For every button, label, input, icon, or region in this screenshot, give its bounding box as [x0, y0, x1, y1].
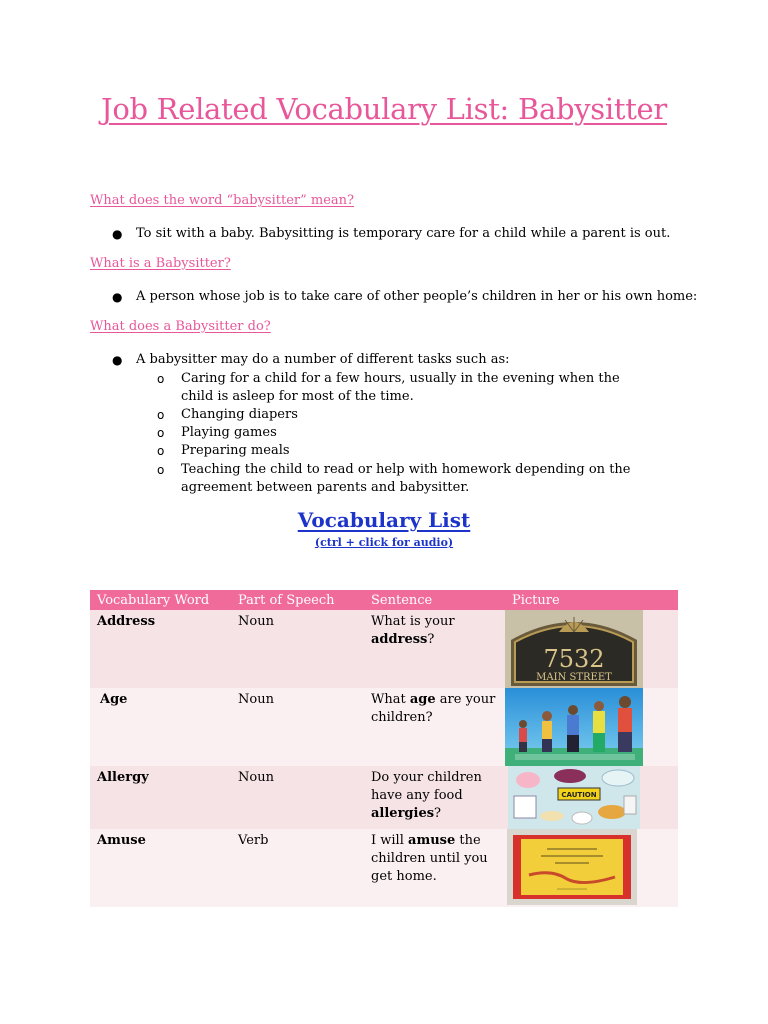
circle-bullet-icon: o	[157, 444, 165, 458]
table-row	[90, 688, 678, 766]
picture-cell	[505, 829, 678, 907]
bullet-icon: ●	[112, 290, 123, 304]
circle-bullet-icon: o	[157, 426, 165, 440]
example-sentence: Do your children have any food allergies?	[364, 766, 505, 829]
vocab-word[interactable]: Amuse	[90, 829, 231, 907]
part-of-speech: Verb	[231, 829, 364, 907]
document-title: Job Related Vocabulary List: Babysitter	[101, 92, 667, 126]
table-row	[90, 610, 678, 688]
table-header-row	[90, 590, 678, 610]
table-row	[90, 829, 678, 907]
example-sentence: I will amuse the children until you get home.	[364, 829, 505, 907]
question-what-do: What does a Babysitter do?	[90, 319, 271, 334]
circle-bullet-icon: o	[157, 372, 165, 386]
column-header-picture: Picture	[505, 590, 678, 610]
children-ages-image	[505, 688, 643, 766]
food-allergies-image	[508, 766, 640, 829]
vocab-word[interactable]: Address	[90, 610, 231, 688]
svg-text:CAUTION: CAUTION	[561, 791, 597, 799]
column-header-pos: Part of Speech	[231, 590, 364, 610]
vocab-word[interactable]: Allergy	[90, 766, 231, 829]
table-row	[90, 766, 678, 829]
part-of-speech: Noun	[231, 766, 364, 829]
svg-text:7532: 7532	[543, 645, 605, 673]
circle-bullet-icon: o	[157, 463, 165, 477]
audio-hint-link[interactable]: (ctrl + click for audio)	[314, 536, 454, 549]
vocabulary-table	[90, 590, 678, 907]
circle-bullet-icon: o	[157, 408, 165, 422]
picture-cell	[505, 688, 678, 766]
address-plaque-image	[505, 610, 643, 688]
column-header-word: Vocabulary Word	[90, 590, 231, 610]
bullet-icon: ●	[112, 353, 123, 367]
book-cover-image	[507, 829, 637, 905]
vocab-word[interactable]: Age	[90, 688, 231, 766]
svg-text:MAIN STREET: MAIN STREET	[536, 672, 612, 683]
picture-cell	[505, 766, 678, 829]
part-of-speech: Noun	[231, 688, 364, 766]
vocabulary-heading-link[interactable]: Vocabulary List	[297, 508, 471, 532]
column-header-sentence: Sentence	[364, 590, 505, 610]
question-meaning: What does the word “babysitter” mean?	[90, 193, 354, 208]
question-what-is: What is a Babysitter?	[90, 256, 231, 271]
bullet-icon: ●	[112, 227, 123, 241]
example-sentence: What is your address?	[364, 610, 505, 688]
example-sentence: What age are your children?	[364, 688, 505, 766]
picture-cell	[505, 610, 678, 688]
part-of-speech: Noun	[231, 610, 364, 688]
